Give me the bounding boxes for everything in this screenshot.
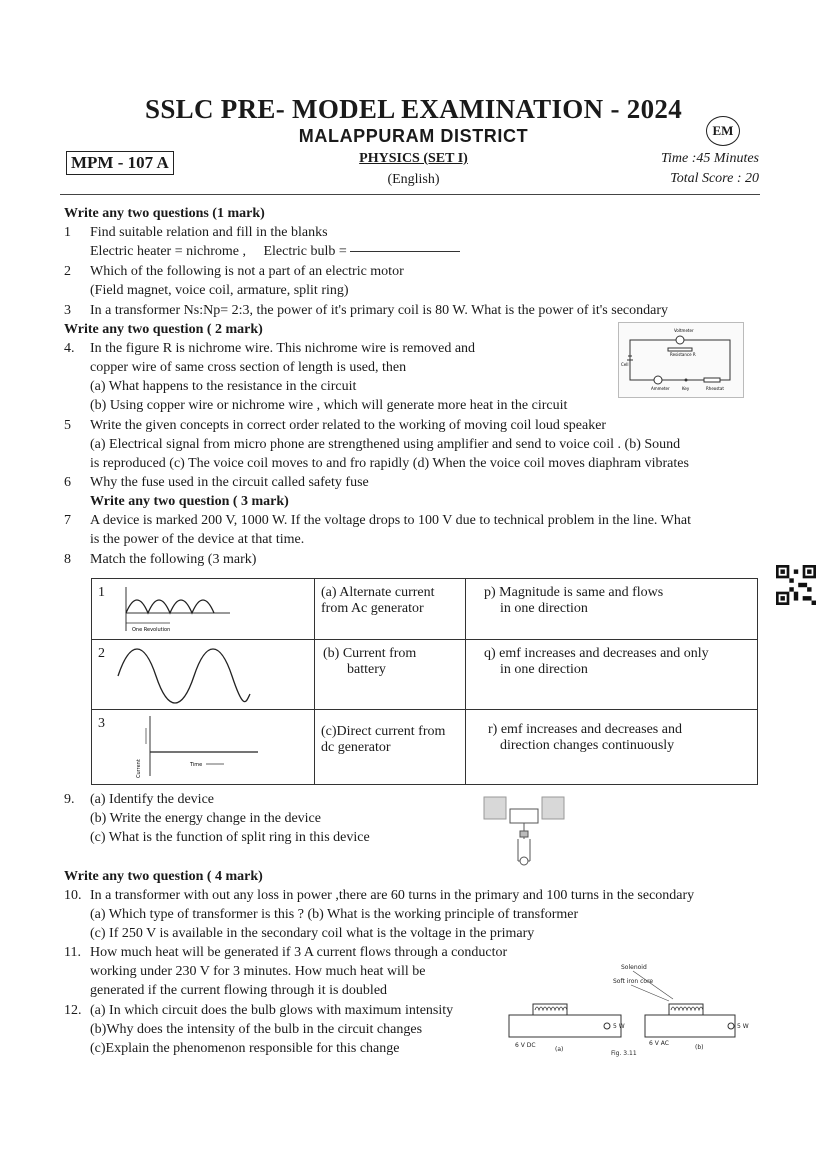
score-label: Total Score : 20 [670, 171, 759, 186]
fig-label-solenoid: Solenoid [621, 964, 647, 971]
fig-label-rheostat: Rheostat [706, 386, 724, 391]
q10-part-c: (c) If 250 V is available in the secondary coil what is the voltage in the primary [90, 926, 535, 941]
q10-line-1: In a transformer with out any loss in power ,there are 60 turns in the primary and 100 turns in the secondary [90, 888, 695, 903]
q3-text: In a transformer Ns:Np= 2:3, the power of it's primary coil is 80 W. What is the power of it's secondary [90, 303, 669, 318]
q2-number: 2 [64, 264, 71, 279]
magnet-north [484, 797, 506, 819]
match-row-number: 2 [98, 646, 105, 661]
circuit-figure-q4 [618, 322, 744, 398]
match-b-line-1: (b) Current from [323, 646, 417, 661]
match-b-line-2: dc generator [321, 740, 391, 755]
match-cell-figure [92, 579, 315, 640]
q1-sub-text: Electric heater = nichrome , Electric bulb = [90, 244, 347, 259]
resistor-symbol [668, 348, 692, 351]
fig-label-ac-source: 6 V AC [649, 1040, 669, 1047]
match-c-line-1: q) emf increases and decreases and only [484, 646, 709, 661]
voltmeter-symbol [676, 336, 684, 344]
match-b-line-1: (c)Direct current from [321, 724, 446, 739]
bulb-b-icon [728, 1023, 734, 1029]
q1-number: 1 [64, 225, 71, 240]
ac-wave-figure [114, 646, 254, 706]
match-cell-c [466, 640, 758, 710]
q2-text: Which of the following is not a part of an electric motor [90, 264, 404, 279]
fig-label-one-revolution: One Revolution [132, 627, 171, 633]
q4-number: 4. [64, 341, 75, 356]
fig-label-current: Current [136, 759, 142, 778]
match-row-number: 3 [98, 716, 105, 731]
match-table [91, 578, 758, 785]
dc-graph-figure [132, 714, 262, 780]
q12-part-c: (c)Explain the phenomenon responsible for this change [90, 1041, 400, 1056]
match-b-line-2: battery [347, 662, 386, 677]
q11-line-2: working under 230 V for 3 minutes. How much heat will be [90, 964, 426, 979]
fig-label-key: Key [682, 386, 690, 391]
paper-code: MPM - 107 A [66, 151, 174, 175]
qr-code-icon [776, 565, 816, 605]
fig-label-dc-source: 6 V DC [515, 1042, 536, 1049]
solenoid-figure-q12 [503, 955, 761, 1059]
q9-number: 9. [64, 792, 75, 807]
match-cell-figure [92, 710, 315, 785]
language-label: (English) [387, 172, 440, 187]
medium-badge: EM [706, 116, 740, 146]
q5-number: 5 [64, 418, 71, 433]
bulb-a-icon [604, 1023, 610, 1029]
section-3-heading: Write any two question ( 3 mark) [90, 494, 289, 509]
match-c-line-2: direction changes continuously [500, 738, 675, 753]
q5-text: Write the given concepts in correct order related to the working of moving coil loud speaker [90, 418, 607, 433]
fig-label-figure-number: Fig. 3.11 [611, 1050, 637, 1057]
q7-line-2: is the power of the device at that time. [90, 532, 305, 547]
match-c-line-2: in one direction [500, 662, 588, 677]
fig-label-voltmeter: Voltmeter [674, 328, 694, 333]
q12-part-a: (a) In which circuit does the bulb glows with maximum intensity [90, 1003, 454, 1018]
match-cell-b [315, 579, 466, 640]
q11-line-3: generated if the current flowing through it is doubled [90, 983, 388, 998]
q9-part-a: (a) Identify the device [90, 792, 214, 807]
q9-part-c: (c) What is the function of split ring in this device [90, 830, 370, 845]
q8-text: Match the following (3 mark) [90, 552, 257, 567]
match-c-line-2: in one direction [500, 601, 588, 616]
q1-text: Find suitable relation and fill in the blanks [90, 225, 328, 240]
subject-title: PHYSICS (SET I) [359, 151, 468, 166]
q6-number: 6 [64, 475, 71, 490]
match-cell-c [466, 710, 758, 785]
solenoid-coil-b [669, 1004, 703, 1015]
q4-part-b: (b) Using copper wire or nichrome wire , which will generate more heat in the circuit [90, 398, 568, 413]
q4-part-a: (a) What happens to the resistance in the circuit [90, 379, 357, 394]
match-row [92, 710, 758, 785]
fig-label-ammeter: Ammeter [651, 386, 670, 391]
q10-part-a: (a) Which type of transformer is this ? (b) What is the working principle of transformer [90, 907, 579, 922]
match-cell-b [315, 710, 466, 785]
q8-number: 8 [64, 552, 71, 567]
fig-label-bulb-a: 5 W [613, 1023, 625, 1030]
q6-text: Why the fuse used in the circuit called safety fuse [90, 475, 369, 490]
q4-line-1: In the figure R is nichrome wire. This nichrome wire is removed and [90, 341, 476, 356]
fig-label-resistance: Resistance R [670, 352, 696, 357]
section-1-heading: Write any two questions (1 mark) [64, 206, 265, 221]
section-2-heading: Write any two question ( 2 mark) [64, 322, 263, 337]
fig-label-time: Time [190, 762, 203, 768]
motor-figure-q9 [482, 795, 578, 869]
match-row [92, 640, 758, 710]
match-cell-c [466, 579, 758, 640]
match-row-number: 1 [98, 585, 105, 600]
solenoid-coil-a [533, 1004, 567, 1015]
fig-label-circuit-b: (b) [695, 1044, 704, 1051]
fig-label-cell: Cell [621, 362, 629, 367]
time-label: Time :45 Minutes [661, 151, 759, 166]
rheostat-symbol [704, 378, 720, 382]
district-name: MALAPPURAM DISTRICT [298, 126, 529, 146]
q12-part-b: (b)Why does the intensity of the bulb in the circuit changes [90, 1022, 423, 1037]
battery-symbol [520, 857, 528, 865]
section-4-heading: Write any two question ( 4 mark) [64, 869, 263, 884]
q5-line-2: (a) Electrical signal from micro phone are strengthened using amplifier and send to voice coil . (b) Sound [90, 437, 681, 452]
fig-label-circuit-a: (a) [555, 1046, 564, 1053]
fig-label-soft-iron-core: Soft iron core [613, 978, 654, 985]
ammeter-symbol [654, 376, 662, 384]
match-row [92, 579, 758, 640]
q12-number: 12. [64, 1003, 82, 1018]
q3-number: 3 [64, 303, 71, 318]
q9-part-b: (b) Write the energy change in the device [90, 811, 321, 826]
rectified-wave-figure [120, 583, 232, 635]
match-b-line-2: from Ac generator [321, 601, 424, 616]
q5-line-3: is reproduced (c) The voice coil moves to and fro rapidly (d) When the voice coil moves diaphram vibrates [90, 456, 689, 471]
fig-label-bulb-b: 5 W [737, 1023, 749, 1030]
q1-sub [90, 244, 460, 260]
q4-line-2: copper wire of same cross section of length is used, then [90, 360, 407, 375]
magnet-south [542, 797, 564, 819]
q11-number: 11. [64, 945, 81, 960]
match-c-line-1: r) emf increases and decreases and [488, 722, 682, 737]
match-b-line-1: (a) Alternate current [321, 585, 435, 600]
q7-number: 7 [64, 513, 71, 528]
exam-title: SSLC PRE- MODEL EXAMINATION - 2024 [145, 94, 682, 124]
fill-blank [350, 251, 460, 252]
q7-line-1: A device is marked 200 V, 1000 W. If the voltage drops to 100 V due to technical problem in the line. What [90, 513, 691, 528]
match-cell-figure [92, 640, 315, 710]
match-c-line-1: p) Magnitude is same and flows [484, 585, 664, 600]
q11-line-1: How much heat will be generated if 3 A current flows through a conductor [90, 945, 508, 960]
q10-number: 10. [64, 888, 82, 903]
header-divider [60, 194, 760, 195]
q2-sub: (Field magnet, voice coil, armature, split ring) [90, 283, 349, 298]
match-cell-b [315, 640, 466, 710]
